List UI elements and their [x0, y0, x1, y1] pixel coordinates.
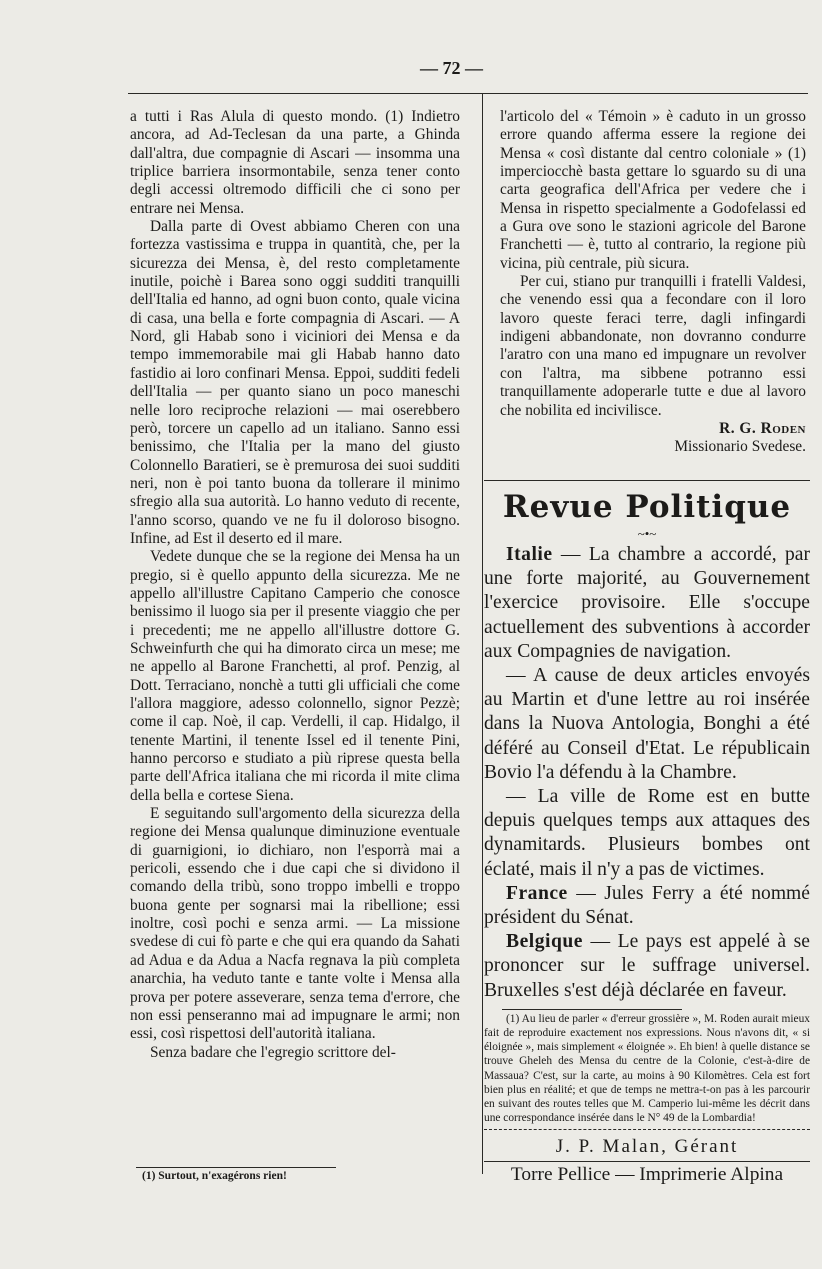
- news-item: [484, 785, 810, 882]
- left-column: [130, 108, 460, 1062]
- news-item: [484, 664, 810, 785]
- printer-line: Torre Pellice — Imprimerie Alpina: [484, 1161, 810, 1186]
- footnote: (1) Surtout, n'exagérons rien!: [142, 1170, 287, 1182]
- paragraph: Vedete dunque che se la regione dei Mensa ha un pregio, si è quello appunto della sicurezza. Me ne appello all'illustre Capitano Camperio che conosce benissimo il luogo sia per il presente viaggio che per i precedenti; me ne appello all'illustre dottore G. Schweinfurth che qui ha dimorato circa un mese; me ne appello al Barone Franchetti, al prof. Penzig, al Dott. Terraciano, nonchè a tutti gli ufficiali che come l'allora maggiore, adesso colonnello, signor Pezzè; come il cap. Noè, il cap. Verdelli, il cap. Hidalgo, il tenente Martini, il tenente Issel ed il tenente Pini, hanno percorso e studiato a più riprese questa bella parte dell'Africa italiana che mi ricorda il mite clima della bella e cortese Siena.: [130, 548, 460, 804]
- editor-footnote: [484, 1012, 810, 1126]
- right-column: [500, 108, 806, 457]
- paragraph: a tutti i Ras Alula di questo mondo. (1) Indietro ancora, ad Ad-Teclesan da una parte, a Ghinda dall'altra, due compagnie di Ascari — insomma una triplice barriera insormontabile, senza tener conto degli accessi oltremodo difficili che ci sono per entrare nei Mensa.: [130, 108, 460, 217]
- column-divider: [482, 94, 483, 1174]
- paragraph: Per cui, stiano pur tranquilli i fratelli Valdesi, che venendo essi qua a fecondare con il loro lavoro queste feraci terre, dagli infingardi indigeni abbandonate, non dovranno condurre l'aratro con una mano ed impugnare un revolver con l'altra, ma sibbene potranno essi tranquillamente adoperarle tutte e due al lavoro che nobilita ed incivilisce.: [500, 273, 806, 419]
- revue-politique-section: [484, 474, 810, 1186]
- news-text: — Le pays est appelé à se prononcer sur le suffrage universel. Bruxelles s'est déjà déclarée en faveur.: [484, 931, 810, 1001]
- ornament: ~•~: [637, 526, 657, 541]
- country-label: Italie: [506, 544, 553, 565]
- signature-name: R. G. Roden: [719, 419, 806, 437]
- separator: [484, 1129, 810, 1130]
- country-label: France: [506, 882, 568, 904]
- news-item: [484, 882, 810, 930]
- paragraph: Senza badare che l'egregio scrittore del-: [150, 1043, 396, 1061]
- news-text: — Jules Ferry a été nommé président du Sénat.: [484, 882, 810, 929]
- news-text: — La chambre a accordé, par une forte majorité, au Gouvernement l'exercice provisoire. Elle s'occupe actuellement des subventions à accorder aux Compagnies de navigation.: [484, 544, 810, 662]
- paragraph: E seguitando sull'argomento della sicurezza della regione dei Mensa qualunque diminuzione eventuale di guarnigioni, io dichiaro, non l'esporrà mai a pericoli, essendo che i due capi che si dividono il comando della tribù, sono troppo imbelli e troppo buona gente per sognarsi mai la ribellione; essi inoltre, così pochi e senza armi. — La missione svedese di cui fò parte e che qui era quando da Sahati ad Adua e da Adua a Nacfa regnava la più completa anarchia, ha veduto tante e tante volte i Mensa alla prova per potere asseverare, senza tema d'errore, che non essi penseranno mai ad impugnare le armi; non essi, così rispettosi dell'autorità italiana.: [130, 805, 460, 1043]
- page-number: — 72 —: [420, 58, 483, 78]
- footnote-text: (1) Au lieu de parler « d'erreur grossière », M. Roden aurait mieux fait de reproduire exactement nos expressions. Nous n'avons dit, « si éloignée », mais simplement « éloignée ». Eh bien! à quelle distance se trouve Gheleh des Mensa du centre de la Colonie, c'est-à-dire de Massaua? C'est, sur la carte, au moins à 90 Kilomètres. Cela est fort bien plus en réalité; et que de temps ne mettra-t-on pas à les parcourir en suivant des routes telles que M. Camperio lui-même les décrit dans une correspondance insérée dans le N° 49 de la Lombardia!: [484, 1012, 810, 1125]
- signature: [500, 420, 806, 457]
- gerant-line: J. P. Malan, Gérant: [555, 1136, 739, 1158]
- news-text: — La ville de Rome est en butte depuis quelques temps aux attaques des dynamitards. Plusieurs bombes ont éclaté, mais il n'y a pas de victimes.: [484, 786, 810, 880]
- paragraph: l'articolo del « Témoin » è caduto in un grosso errore quando afferma essere la regione dei Mensa « così distante dal centro coloniale » (1) imperciocchè basta gettare lo sguardo su di una carta geografica dell'Africa per vedere che i Mensa in rispetto specialmente a Godofelassi ed a Gura ove sono le stazioni agricole del Barone Franchetti — è, tutto al contrario, la regione più vicina, più centrale, più sicura.: [500, 108, 806, 272]
- news-item: [484, 543, 810, 664]
- paragraph: Dalla parte di Ovest abbiamo Cheren con una fortezza vastissima e truppa in quantità, che, per la sicurezza dei Mensa, è, del resto completamente inutile, poichè i Barea sono oggi sudditi tranquilli dell'Italia ed hanno, ad ogni buon conto, quale vicina di casa, una bella e forte compagnia di Ascari. — A Nord, gli Habab sono i viciniori dei Mensa e da tempo immemorabile mai gli Habab hanno dato fastidio ai loro confinari Mensa. Eppoi, sudditi fedeli dell'Italia — per quanto siano un poco maneschi nelle loro reciproche relazioni — mai oserebbero però, torcere un capello ad un italiano. Sanno essi benissimo, che l'Italia per la mano del giusto Colonnello Baratieri, se è premurosa dei suoi sudditi neri, non è poi tanto buona da tollerare il minimo sfregio alla sua autorità. Lo hanno veduto di recente, l'anno scorso, quando ve ne fu il doloroso bisogno. Infine, ad Est il deserto ed il mare.: [130, 218, 460, 547]
- news-text: — A cause de deux articles envoyés au Martin et d'une lettre au roi insérée dans la Nuova Antologia, Bonghi a été déféré au Conseil d'Etat. Le républicain Bovio l'a défendu à la Chambre.: [484, 665, 810, 783]
- section-separator: [484, 480, 810, 481]
- signature-role: Missionario Svedese.: [674, 438, 806, 456]
- revue-body: [484, 543, 810, 1003]
- footnote-rule: [136, 1167, 336, 1168]
- footnote-rule: [502, 1009, 682, 1010]
- header-rule: [128, 93, 808, 94]
- section-title: Revue Politique: [502, 489, 792, 525]
- country-label: Belgique: [506, 931, 583, 953]
- news-item: [484, 930, 810, 1003]
